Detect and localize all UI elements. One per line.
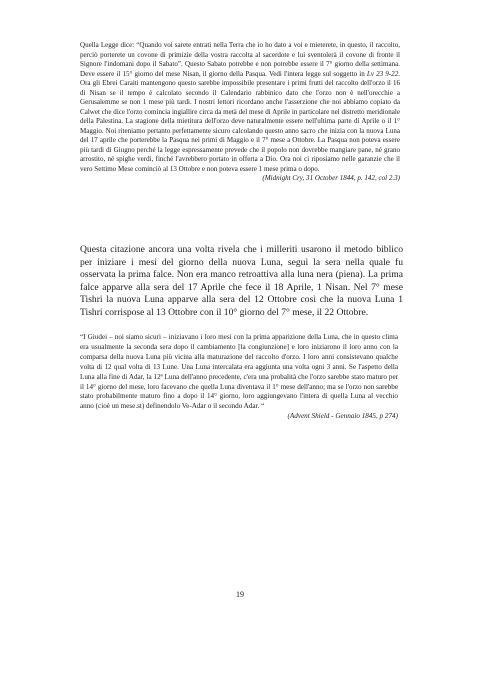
commentary-paragraph	[80, 244, 403, 320]
leviticus-reference: Lv 23 9-22	[366, 69, 399, 78]
quote1-part1: Quella Legge dice: “Quando voi sarete entrati nella Terra che io ho dato a voi e mieterete, in questo, il raccolto, perciò porterete un covone di primizie della vostra raccolta al sacerdote e lui sventolerà il covone di fronte il Signore l'indomani dopo il Sabato”. Questo Sabato potrebbe e non potrebbe essere il 7° giorno della settimana. Deve essere il 15° giorno del mese Nisan, il giorno della Pasqua. Vedi l'intera legge sul soggetto in	[80, 41, 400, 78]
midnight-cry-text	[80, 41, 400, 174]
commentary-text: Questa citazione ancora una volta rivela che i milleriti usarono il metodo biblico per iniziare i mesi del giorno della nuova Luna, seguì la sera nella quale fu osservata la prima falce. Non era manco retroattiva alla luna nera (piena). La prima falce apparve alla sera del 17 Aprile che fece il 18 Aprile, 1 Nisan. Nel 7° mese Tishri la nuova Luna apparve alla sera del 12 Ottobre così che la nuova Luna 1 Tishri corrispose al 13 Ottobre con il 10° giorno del 7° mese, il 22 Ottobre.	[80, 244, 403, 318]
quote1-part2: . Ora gli Ebrei Caraiti mantengono questo sarebbe impossibile presentare i primi frutti del raccolto dell'orzo il 16 di Nisan se il tempo è calcolato secondo il Calendario rabbinico dato che l'orzo non è nell'orecchie a Gerusalemme se non 1 mese più tardi. I nostri lettori ricordano anche l'asserzione che noi abbiamo copiato da Calwet che dice l'orzo comincia ingiallire circa da metà del mese di Aprile in particolare nel distretto meridionale della Palestina. La stagione della mietitura dell'orzo deve naturalmente essere nell'ultima parte di Aprile o il 1° Maggio. Noi riteniamo pertanto perfettamente sicuro calcolando questo anno sacro che inizia con la nuova Luna del 17 aprile che porterebbe la Pasqua nei primi di Maggio e il 7° mese a Ottobre. La Pasqua non poteva essere più tardi di Giugno perché la legge espressamente prevede che il popolo non dovrebbe mangiare pane, né grano arrostito, né spighe verdi, finché l'avrebbero portato in offerta a Dio. Ora noi ci riposiamo nelle garanzie che il vero Settimo Mese cominciò al 13 Ottobre e non poteva essere 1 mese prima o dopo.	[80, 69, 400, 173]
advent-shield-quotation	[80, 333, 398, 422]
midnight-cry-quotation	[80, 41, 400, 184]
advent-shield-text: “I Giudei – noi siamo sicuri – iniziavano i loro mesi con la prima apparizione della Luna, che in questo clima era usualmente la seconda sera dopo il cambiamento [la congiunzione] e loro iniziarono il loro anno con la comparsa della nuova Luna più vicina alla maturazione del raccolto d'orzo. I loro anni consistevano qualche volta di 12 qual volta di 13 Lune. Una Luna intercalata era aggiunta una volta ogni 3 anni. Se l'aspetto della Luna alla fine di Adar, la 12ª Luna dell'anno precedente, c'era una probalità che l'orzo sarebbe stato maturo per il 14° giorno del mese, loro facevano che quella Luna diventava il 1° mese dell'anno; ma se l'orzo non sarebbe stato probabilmente maturo fino a dopo il 14° giorno, loro aggiungevano l'intera di quella Luna al vecchio anno (cioè un mese.st) definendolo Ve-Adar o il secondo Adar. “	[80, 333, 398, 411]
page-number: 19	[236, 590, 244, 599]
midnight-cry-citation: (Midnight Cry, 31 October 1844, p. 142, col 2.3)	[262, 174, 400, 182]
advent-shield-citation: (Advent Shield - Gennaio 1845, p 274)	[287, 412, 398, 421]
